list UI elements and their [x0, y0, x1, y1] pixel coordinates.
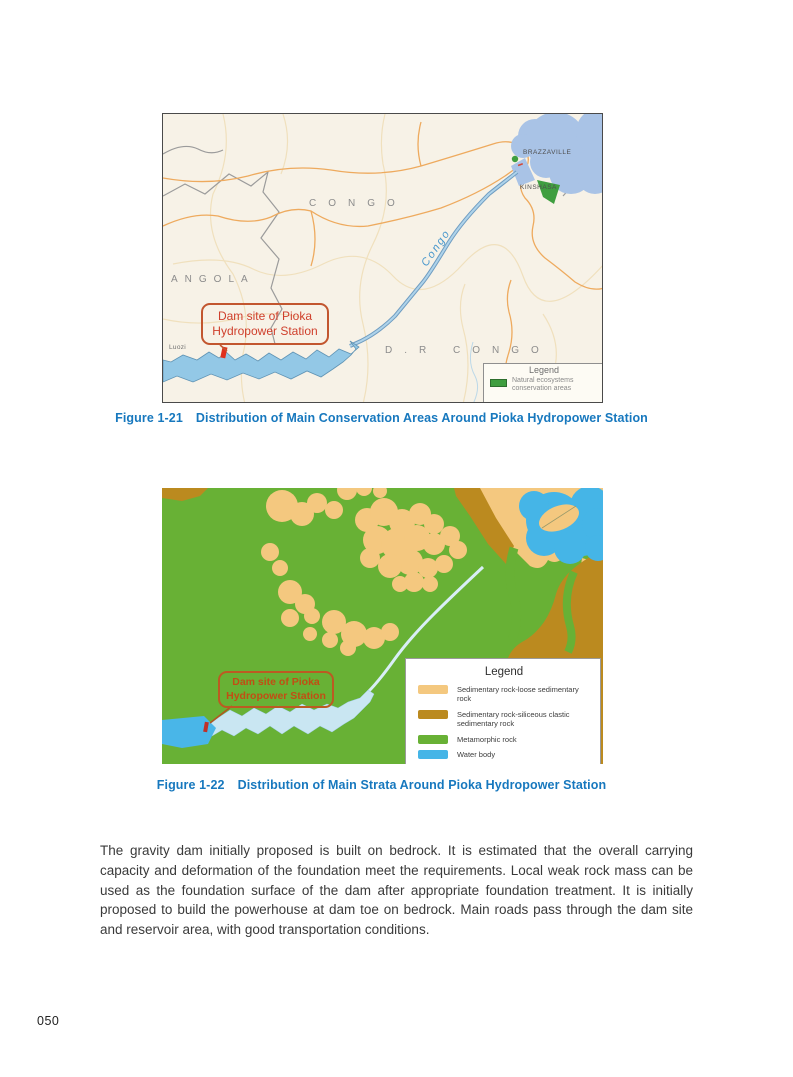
dam-site-callout	[201, 303, 329, 345]
conservation-area-swatch	[490, 379, 507, 387]
legend-item	[490, 377, 598, 394]
country-label-angola: ANGOLA	[171, 274, 255, 285]
legend-item-label: Sedimentary rock-siliceous clastic sedimentary rock	[457, 709, 570, 729]
metamorphic-swatch	[418, 735, 448, 744]
map2-legend	[405, 658, 601, 764]
city-label-brazzaville: BRAZZAVILLE	[523, 149, 572, 156]
map1-legend	[483, 363, 603, 403]
page-number: 050	[37, 1014, 60, 1028]
legend-item-label: Natural ecosystems conservation areas	[512, 377, 574, 393]
figure2-caption-text: Distribution of Main Strata Around Pioka Hydropower Station	[237, 778, 607, 792]
legend-item	[418, 735, 590, 744]
city-label-kinshasa: KINSHASA	[520, 184, 557, 191]
legend-item-label: Metamorphic rock	[457, 734, 517, 744]
figure1-caption-label: Figure 1-21	[115, 411, 183, 425]
figure2-caption	[0, 778, 763, 792]
figure1-caption-text: Distribution of Main Conservation Areas Around Pioka Hydropower Station	[195, 411, 648, 425]
dam-site-callout	[218, 671, 334, 708]
figure1-caption	[0, 411, 763, 425]
legend-item	[418, 685, 590, 704]
country-label-congo: CONGO	[309, 198, 407, 209]
legend-item	[418, 710, 590, 729]
city-label-luozi: Luozi	[169, 344, 187, 351]
callout-line2: Hydropower Station	[226, 689, 326, 702]
legend-item-label: Water body	[457, 749, 496, 759]
map-conservation-areas	[162, 113, 603, 403]
loose-sedimentary-swatch	[418, 685, 448, 694]
callout-line1: Dam site of Pioka	[217, 309, 313, 323]
river-label-congo: Congo	[419, 227, 454, 269]
legend-title: Legend	[484, 666, 524, 678]
map1-graphic	[163, 114, 603, 403]
legend-title: Legend	[528, 365, 560, 375]
water-body-swatch	[418, 750, 448, 759]
callout-line2: Hydropower Station	[212, 324, 318, 338]
legend-item	[418, 750, 590, 759]
map-strata	[162, 488, 603, 764]
legend-item-label: Sedimentary rock-loose sedimentary rock	[457, 685, 579, 704]
figure2-caption-label: Figure 1-22	[156, 778, 225, 792]
river-west	[162, 716, 216, 748]
country-label-dr-congo: D.R CONGO	[385, 345, 551, 356]
body-paragraph: The gravity dam initially proposed is built on bedrock. It is estimated that the overall carrying capacity and deformation of the foundation meet the requirements. Local weak rock mass can be used as the foundation surface of the dam after appropriate foundation treatment. It is initially proposed to build the powerhouse at dam toe on bedrock. Main roads pass through the dam site and reservoir area, with good transportation conditions.	[100, 843, 693, 938]
siliceous-clastic-swatch	[418, 710, 448, 719]
callout-line1: Dam site of Pioka	[232, 675, 320, 688]
